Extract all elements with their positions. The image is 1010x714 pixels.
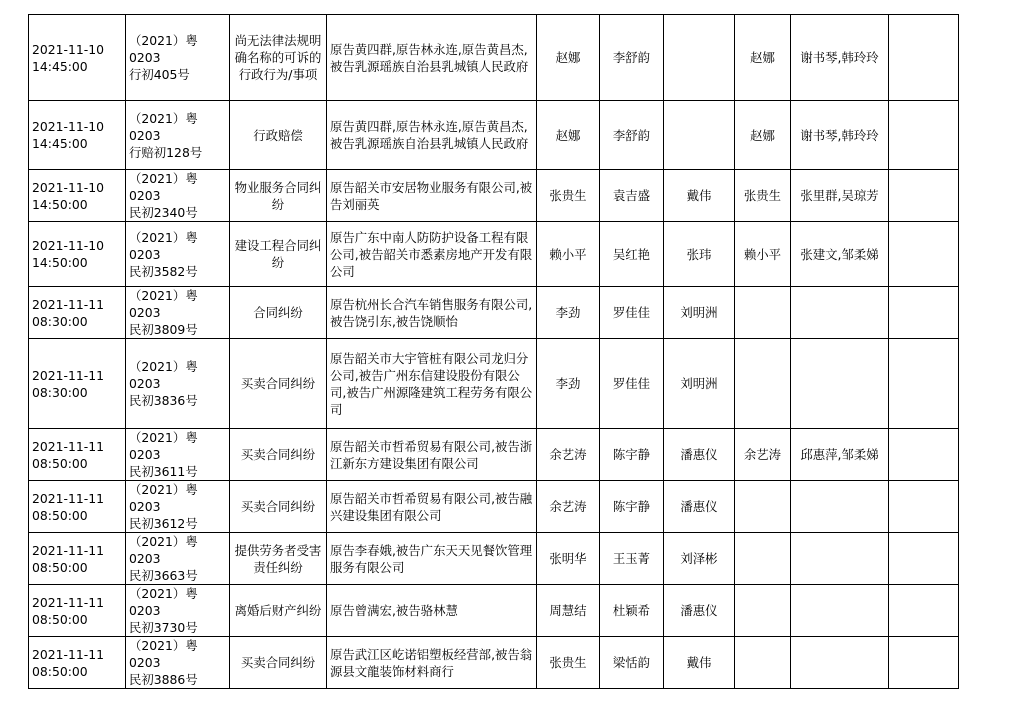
case-number-cell: （2021）粤0203 民初3611号 — [126, 429, 230, 481]
assistant-cell: 潘惠仪 — [664, 585, 735, 637]
assistant-cell — [664, 101, 735, 170]
panel-members-cell — [791, 637, 889, 689]
remarks-cell — [889, 637, 959, 689]
parties-cell: 原告曾满宏,被告骆林慧 — [327, 585, 537, 637]
case-cause-cell: 合同纠纷 — [230, 287, 327, 339]
presiding-judge-cell: 李劲 — [537, 287, 600, 339]
parties-cell: 原告韶关市哲希贸易有限公司,被告浙江新东方建设集团有限公司 — [327, 429, 537, 481]
remarks-cell — [889, 339, 959, 429]
parties-cell: 原告韶关市哲希贸易有限公司,被告融兴建设集团有限公司 — [327, 481, 537, 533]
panel-chief-cell — [735, 637, 791, 689]
panel-members-cell — [791, 481, 889, 533]
case-cause-cell: 尚无法律法规明确名称的可诉的行政行为/事项 — [230, 15, 327, 101]
hearing-time-cell: 2021-11-10 14:45:00 — [29, 15, 126, 101]
clerk-cell: 罗佳佳 — [600, 287, 664, 339]
clerk-cell: 杜颖希 — [600, 585, 664, 637]
hearing-time-cell: 2021-11-10 14:45:00 — [29, 101, 126, 170]
remarks-cell — [889, 101, 959, 170]
clerk-cell: 陈宇静 — [600, 429, 664, 481]
panel-members-cell: 邱惠萍,邹柔娣 — [791, 429, 889, 481]
remarks-cell — [889, 15, 959, 101]
presiding-judge-cell: 张明华 — [537, 533, 600, 585]
panel-members-cell — [791, 585, 889, 637]
clerk-cell: 王玉菁 — [600, 533, 664, 585]
case-number-cell: （2021）粤0203 民初3663号 — [126, 533, 230, 585]
remarks-cell — [889, 287, 959, 339]
clerk-cell: 吴红艳 — [600, 222, 664, 287]
hearing-time-cell: 2021-11-11 08:50:00 — [29, 533, 126, 585]
case-number-cell: （2021）粤0203 行初405号 — [126, 15, 230, 101]
presiding-judge-cell: 张贵生 — [537, 637, 600, 689]
case-cause-cell: 行政赔偿 — [230, 101, 327, 170]
case-cause-cell: 离婚后财产纠纷 — [230, 585, 327, 637]
case-cause-cell: 物业服务合同纠纷 — [230, 170, 327, 222]
assistant-cell: 潘惠仪 — [664, 429, 735, 481]
remarks-cell — [889, 481, 959, 533]
case-cause-cell: 建设工程合同纠纷 — [230, 222, 327, 287]
case-cause-cell: 买卖合同纠纷 — [230, 339, 327, 429]
case-number-cell: （2021）粤0203 民初3582号 — [126, 222, 230, 287]
table-row — [29, 481, 959, 533]
table-row — [29, 101, 959, 170]
panel-chief-cell — [735, 339, 791, 429]
panel-members-cell — [791, 339, 889, 429]
hearing-time-cell: 2021-11-11 08:30:00 — [29, 287, 126, 339]
hearing-time-cell: 2021-11-11 08:50:00 — [29, 637, 126, 689]
hearing-time-cell: 2021-11-10 14:50:00 — [29, 170, 126, 222]
panel-chief-cell: 余艺涛 — [735, 429, 791, 481]
clerk-cell: 罗佳佳 — [600, 339, 664, 429]
assistant-cell — [664, 15, 735, 101]
assistant-cell: 戴伟 — [664, 637, 735, 689]
table-row — [29, 585, 959, 637]
presiding-judge-cell: 赖小平 — [537, 222, 600, 287]
table-row — [29, 15, 959, 101]
panel-members-cell: 张建文,邹柔娣 — [791, 222, 889, 287]
hearing-schedule-table — [28, 14, 959, 689]
assistant-cell: 戴伟 — [664, 170, 735, 222]
case-number-cell: （2021）粤0203 民初3886号 — [126, 637, 230, 689]
presiding-judge-cell: 赵娜 — [537, 15, 600, 101]
parties-cell: 原告黄四群,原告林永连,原告黄昌杰,被告乳源瑶族自治县乳城镇人民政府 — [327, 101, 537, 170]
hearing-time-cell: 2021-11-11 08:50:00 — [29, 481, 126, 533]
table-row — [29, 170, 959, 222]
assistant-cell: 刘明洲 — [664, 287, 735, 339]
case-cause-cell: 提供劳务者受害责任纠纷 — [230, 533, 327, 585]
remarks-cell — [889, 222, 959, 287]
panel-members-cell: 谢书琴,韩玲玲 — [791, 15, 889, 101]
parties-cell: 原告韶关市安居物业服务有限公司,被告刘丽英 — [327, 170, 537, 222]
parties-cell: 原告杭州长合汽车销售服务有限公司,被告饶引东,被告饶顺怡 — [327, 287, 537, 339]
panel-chief-cell — [735, 481, 791, 533]
table-row — [29, 533, 959, 585]
panel-members-cell — [791, 287, 889, 339]
assistant-cell: 潘惠仪 — [664, 481, 735, 533]
presiding-judge-cell: 李劲 — [537, 339, 600, 429]
clerk-cell: 袁吉盛 — [600, 170, 664, 222]
case-cause-cell: 买卖合同纠纷 — [230, 637, 327, 689]
clerk-cell: 梁恬韵 — [600, 637, 664, 689]
hearing-time-cell: 2021-11-11 08:50:00 — [29, 585, 126, 637]
presiding-judge-cell: 余艺涛 — [537, 481, 600, 533]
table-row — [29, 429, 959, 481]
panel-chief-cell: 赵娜 — [735, 101, 791, 170]
remarks-cell — [889, 429, 959, 481]
clerk-cell: 李舒韵 — [600, 15, 664, 101]
parties-cell: 原告广东中南人防防护设备工程有限公司,被告韶关市悉素房地产开发有限公司 — [327, 222, 537, 287]
presiding-judge-cell: 周慧结 — [537, 585, 600, 637]
parties-cell: 原告李春娥,被告广东天天见餐饮管理服务有限公司 — [327, 533, 537, 585]
case-cause-cell: 买卖合同纠纷 — [230, 481, 327, 533]
panel-chief-cell: 赖小平 — [735, 222, 791, 287]
panel-chief-cell — [735, 287, 791, 339]
clerk-cell: 李舒韵 — [600, 101, 664, 170]
parties-cell: 原告韶关市大宇管桩有限公司龙归分公司,被告广州东信建设股份有限公司,被告广州源隆建筑工程劳务有限公司 — [327, 339, 537, 429]
hearing-time-cell: 2021-11-11 08:30:00 — [29, 339, 126, 429]
case-number-cell: （2021）粤0203 民初2340号 — [126, 170, 230, 222]
hearing-time-cell: 2021-11-10 14:50:00 — [29, 222, 126, 287]
table-row — [29, 222, 959, 287]
parties-cell: 原告黄四群,原告林永连,原告黄昌杰,被告乳源瑶族自治县乳城镇人民政府 — [327, 15, 537, 101]
parties-cell: 原告武江区屹诺铝塑板经营部,被告翁源县文龍装饰材料商行 — [327, 637, 537, 689]
panel-chief-cell — [735, 533, 791, 585]
assistant-cell: 刘明洲 — [664, 339, 735, 429]
panel-chief-cell: 赵娜 — [735, 15, 791, 101]
case-cause-cell: 买卖合同纠纷 — [230, 429, 327, 481]
panel-members-cell — [791, 533, 889, 585]
assistant-cell: 张玮 — [664, 222, 735, 287]
panel-members-cell: 谢书琴,韩玲玲 — [791, 101, 889, 170]
table-row — [29, 287, 959, 339]
panel-members-cell: 张里群,吴琼芳 — [791, 170, 889, 222]
table-row — [29, 637, 959, 689]
remarks-cell — [889, 533, 959, 585]
presiding-judge-cell: 余艺涛 — [537, 429, 600, 481]
assistant-cell: 刘泽彬 — [664, 533, 735, 585]
clerk-cell: 陈宇静 — [600, 481, 664, 533]
case-number-cell: （2021）粤0203 民初3836号 — [126, 339, 230, 429]
hearing-time-cell: 2021-11-11 08:50:00 — [29, 429, 126, 481]
case-number-cell: （2021）粤0203 民初3730号 — [126, 585, 230, 637]
panel-chief-cell — [735, 585, 791, 637]
case-number-cell: （2021）粤0203 行赔初128号 — [126, 101, 230, 170]
remarks-cell — [889, 170, 959, 222]
presiding-judge-cell: 张贵生 — [537, 170, 600, 222]
panel-chief-cell: 张贵生 — [735, 170, 791, 222]
presiding-judge-cell: 赵娜 — [537, 101, 600, 170]
table-row — [29, 339, 959, 429]
case-number-cell: （2021）粤0203 民初3809号 — [126, 287, 230, 339]
case-number-cell: （2021）粤0203 民初3612号 — [126, 481, 230, 533]
remarks-cell — [889, 585, 959, 637]
